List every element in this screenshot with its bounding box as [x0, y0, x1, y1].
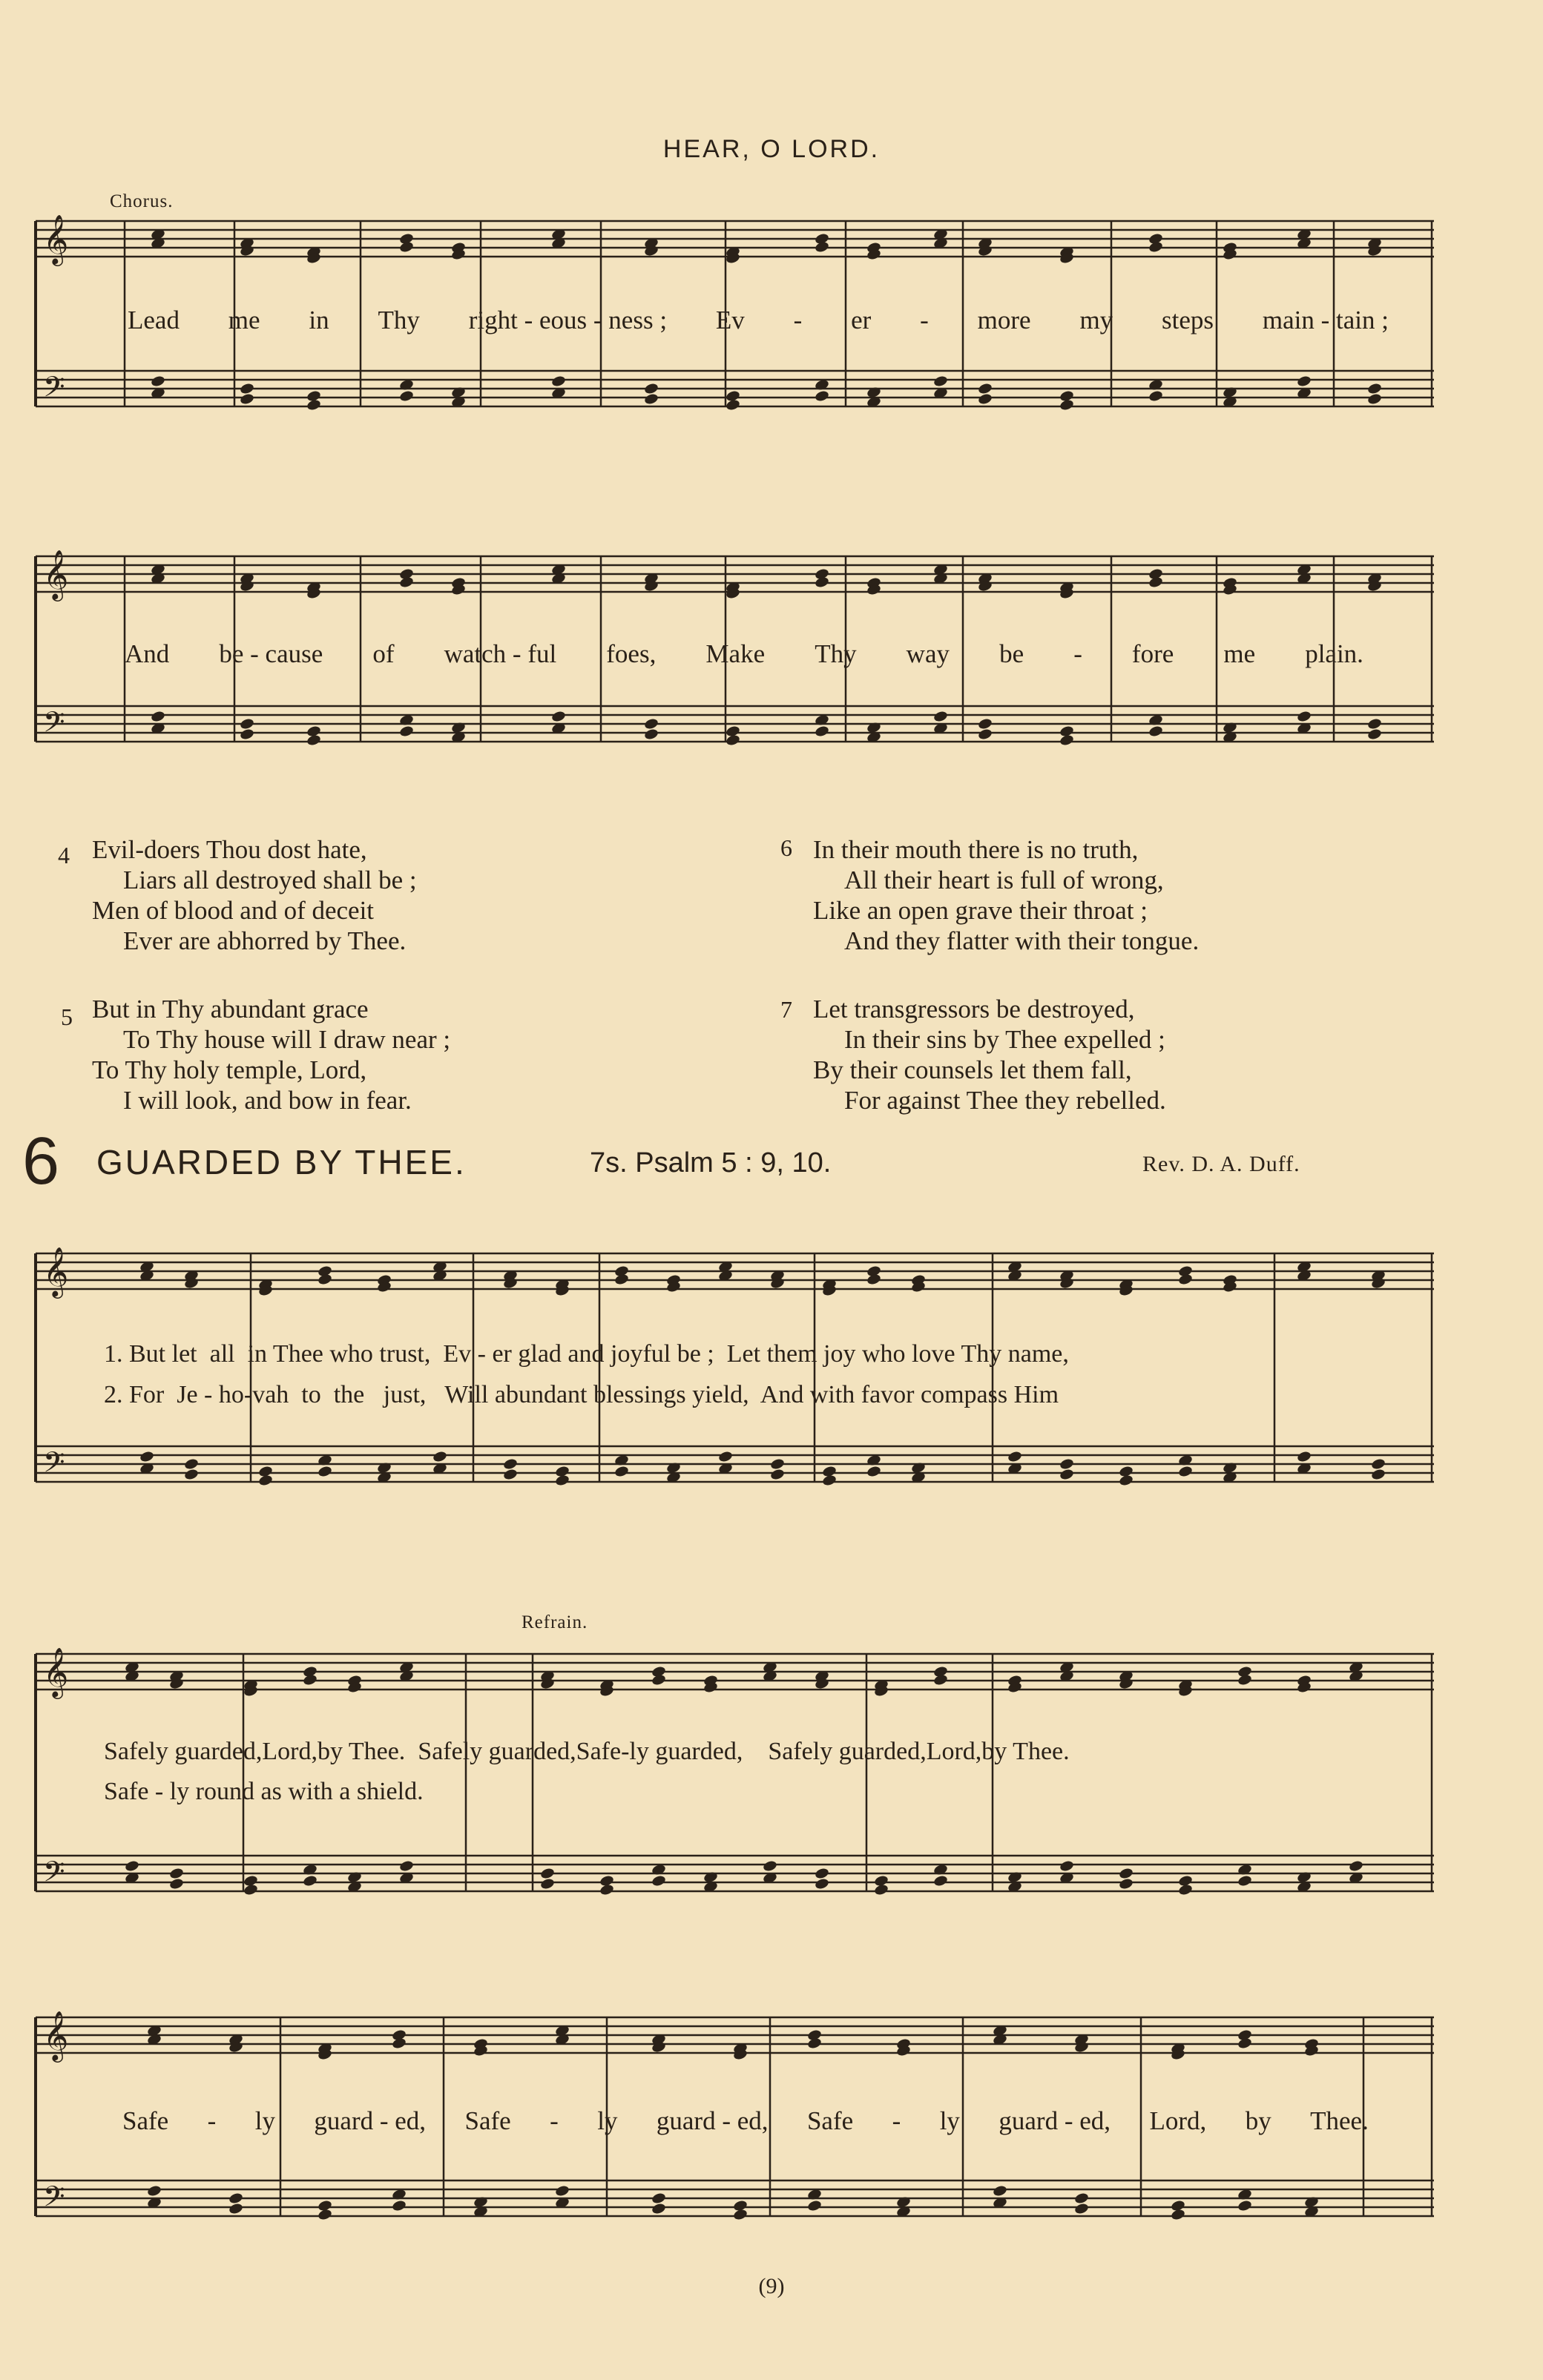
svg-text:𝄢: 𝄢: [43, 370, 65, 410]
note-head: [932, 1673, 948, 1686]
note-head: [1370, 1457, 1386, 1470]
verse-number: 7: [780, 996, 792, 1023]
final-lyrics: [122, 2106, 1369, 2136]
note-head: [554, 1474, 570, 1486]
verse-6: [813, 834, 1199, 956]
note-head: [651, 2192, 666, 2204]
verse-line: To Thy house will I draw near ;: [123, 1025, 451, 1054]
note-head: [228, 2192, 243, 2204]
svg-text:𝄢: 𝄢: [43, 1446, 65, 1486]
note-head: [814, 1867, 829, 1879]
note-head: [725, 398, 740, 411]
note-head: [146, 2184, 162, 2197]
refrain-lyrics-2: Safe - ly round as with a shield.: [104, 1778, 424, 1805]
note-head: [150, 375, 165, 387]
lyric-word: steps: [1162, 306, 1214, 334]
note-head: [1177, 1273, 1193, 1285]
note-head: [1059, 1859, 1074, 1872]
note-head: [821, 1474, 837, 1486]
verse-line: Liars all destroyed shall be ;: [123, 866, 417, 894]
note-head: [1073, 2192, 1089, 2204]
note-head: [1366, 728, 1382, 740]
note-head: [932, 710, 948, 722]
note-head: [1237, 2199, 1252, 2212]
lyric-word: -: [920, 306, 929, 334]
chorus-lyrics-line-1: [128, 306, 1389, 335]
hymn-number: 6: [22, 1124, 60, 1199]
note-head: [1059, 1457, 1074, 1470]
note-head: [769, 1468, 785, 1480]
note-head: [866, 1273, 881, 1285]
note-head: [398, 389, 414, 402]
note-head: [1059, 1468, 1074, 1480]
note-head: [806, 2199, 822, 2212]
lyric-word: ly: [597, 2106, 618, 2135]
lyric-word: -: [892, 2106, 901, 2135]
note-head: [302, 1874, 318, 1887]
svg-text:𝄢: 𝄢: [43, 2180, 65, 2220]
lyric-word: -: [793, 306, 803, 334]
note-head: [1366, 392, 1382, 405]
note-head: [814, 576, 829, 588]
verse-line: For against Thee they rebelled.: [844, 1086, 1166, 1115]
lyric-word: Safe: [806, 2106, 854, 2135]
lyric-word: Thy: [815, 639, 857, 668]
note-head: [398, 576, 414, 588]
lyric-word: be: [999, 639, 1024, 668]
note-head: [539, 1877, 555, 1890]
hymn-verse-2-lyrics: 2. For Je - ho-vah to the just, Will abundant blessings yield, And with favor compass Him: [104, 1381, 1059, 1408]
note-head: [814, 1877, 829, 1890]
lyric-word: foes,: [606, 639, 657, 668]
note-head: [168, 1877, 184, 1890]
hymn-title: GUARDED BY THEE.: [96, 1143, 467, 1181]
note-head: [1366, 717, 1382, 730]
chorus-label: Chorus.: [110, 191, 174, 211]
note-head: [613, 1273, 629, 1285]
hymn-author: Rev. D. A. Duff.: [1142, 1152, 1300, 1176]
verse-line: Let transgressors be destroyed,: [813, 995, 1135, 1023]
verse-line: Like an open grave their throat ;: [813, 896, 1148, 925]
chorus-lyrics-line-2: [125, 639, 1363, 669]
note-head: [1296, 710, 1312, 722]
verse-line: In their mouth there is no truth,: [813, 835, 1139, 864]
note-head: [806, 2037, 822, 2049]
verse-line: I will look, and bow in fear.: [123, 1086, 412, 1115]
note-head: [1148, 576, 1163, 588]
note-head: [732, 2208, 748, 2221]
note-head: [1148, 389, 1163, 402]
verse-4: [92, 834, 417, 956]
lyric-word: Thy: [378, 306, 420, 334]
note-head: [769, 1457, 785, 1470]
note-head: [643, 728, 659, 740]
lyric-word: -: [550, 2106, 559, 2135]
note-head: [243, 1883, 258, 1896]
svg-text:𝄢: 𝄢: [43, 705, 65, 745]
note-head: [1296, 1450, 1312, 1463]
note-head: [228, 2202, 243, 2215]
note-head: [1073, 2202, 1089, 2215]
note-head: [1237, 1874, 1252, 1887]
note-head: [1177, 1465, 1193, 1477]
note-head: [1296, 375, 1312, 387]
lyric-word: be - cause: [219, 639, 323, 668]
note-head: [1237, 1673, 1252, 1686]
note-head: [239, 717, 254, 730]
lyric-word: Thee.: [1310, 2106, 1369, 2135]
note-head: [992, 2184, 1007, 2197]
note-head: [539, 1867, 555, 1879]
note-head: [124, 1859, 139, 1872]
lyric-word: me: [1223, 639, 1256, 668]
svg-text:𝄞: 𝄞: [43, 549, 69, 599]
note-head: [1148, 725, 1163, 737]
lyric-word: Safe: [122, 2106, 169, 2135]
note-head: [873, 1883, 889, 1896]
note-head: [643, 392, 659, 405]
verse-line: All their heart is full of wrong,: [844, 866, 1164, 894]
note-head: [432, 1450, 447, 1463]
lyric-word: Ev: [715, 306, 745, 334]
note-head: [1118, 1877, 1134, 1890]
note-head: [1370, 1468, 1386, 1480]
note-head: [139, 1450, 154, 1463]
lyric-word: my: [1079, 306, 1113, 334]
note-head: [183, 1468, 199, 1480]
note-head: [398, 240, 414, 253]
note-head: [257, 1474, 273, 1486]
note-head: [391, 2199, 407, 2212]
note-head: [599, 1883, 614, 1896]
note-head: [977, 728, 993, 740]
note-head: [398, 725, 414, 737]
lyric-word: me: [228, 306, 260, 334]
note-head: [977, 717, 993, 730]
note-head: [239, 382, 254, 395]
note-head: [398, 1859, 414, 1872]
note-head: [306, 734, 321, 746]
verse-line: In their sins by Thee expelled ;: [844, 1025, 1165, 1054]
note-head: [317, 1465, 332, 1477]
refrain-label: Refrain.: [522, 1612, 588, 1632]
lyric-word: Safe: [464, 2106, 511, 2135]
lyric-word: by: [1245, 2106, 1271, 2135]
verse-5: [92, 994, 450, 1115]
note-head: [717, 1450, 733, 1463]
note-head: [814, 389, 829, 402]
note-head: [643, 382, 659, 395]
lyric-word: Make: [705, 639, 766, 668]
verse-line: By their counsels let them fall,: [813, 1055, 1132, 1084]
note-head: [502, 1457, 518, 1470]
lyric-word: way: [906, 639, 950, 668]
svg-text:𝄢: 𝄢: [43, 1855, 65, 1895]
note-head: [150, 710, 165, 722]
note-head: [317, 2208, 332, 2221]
verse-line: But in Thy abundant grace: [92, 995, 369, 1023]
note-head: [977, 382, 993, 395]
note-head: [643, 717, 659, 730]
note-head: [239, 392, 254, 405]
note-head: [550, 710, 566, 722]
svg-text:𝄞: 𝄞: [43, 1646, 69, 1697]
svg-text:𝄞: 𝄞: [43, 214, 69, 264]
note-head: [302, 1673, 318, 1686]
lyric-word: more: [977, 306, 1031, 334]
page-number: (9): [758, 2274, 785, 2298]
hymn-meter-and-psalm: 7s. Psalm 5 : 9, 10.: [590, 1147, 832, 1179]
note-head: [317, 1273, 332, 1285]
note-head: [554, 2184, 570, 2197]
lyric-word: main - tain ;: [1262, 306, 1389, 334]
note-head: [814, 725, 829, 737]
staff-notation-3: [28, 1231, 1438, 1528]
note-head: [932, 375, 948, 387]
note-head: [725, 734, 740, 746]
lyric-word: fore: [1131, 639, 1174, 668]
lyric-word: ly: [939, 2106, 960, 2135]
note-head: [1118, 1474, 1134, 1486]
note-head: [613, 1465, 629, 1477]
note-head: [1237, 2037, 1252, 2049]
lyric-word: er: [851, 306, 872, 334]
note-head: [1059, 734, 1074, 746]
verse-line: Evil-doers Thou dost hate,: [92, 835, 367, 864]
note-head: [651, 1874, 666, 1887]
lyric-word: right - eous - ness ;: [468, 306, 668, 334]
verse-number: 5: [61, 1003, 73, 1030]
note-head: [932, 1874, 948, 1887]
verse-line: And they flatter with their tongue.: [844, 926, 1200, 955]
lyric-word: plain.: [1305, 639, 1363, 668]
lyric-word: Lord,: [1149, 2106, 1207, 2135]
note-head: [866, 1465, 881, 1477]
note-head: [1366, 382, 1382, 395]
lyric-word: ly: [254, 2106, 275, 2135]
note-head: [550, 375, 566, 387]
lyric-word: -: [1073, 639, 1082, 668]
verse-7: [813, 994, 1166, 1115]
lyric-word: Lead: [128, 306, 180, 334]
note-head: [1170, 2208, 1185, 2221]
hymn-verse-1-lyrics: 1. But let all in Thee who trust, Ev - er glad and joyful be ; Let them joy who love Thy name,: [104, 1340, 1069, 1368]
lyric-word: guard - ed,: [656, 2106, 769, 2135]
refrain-lyrics-1: Safely guarded,Lord,by Thee. Safely guarded,Safe-ly guarded, Safely guarded,Lord,by Thee.: [104, 1738, 1070, 1765]
verse-number: 6: [780, 834, 792, 861]
note-head: [1118, 1867, 1134, 1879]
verse-number: 4: [58, 842, 70, 868]
svg-text:𝄞: 𝄞: [43, 1246, 69, 1296]
lyric-word: And: [125, 639, 170, 668]
lyric-word: watch - ful: [444, 639, 557, 668]
note-head: [391, 2037, 407, 2049]
note-head: [239, 728, 254, 740]
page-header-title: HEAR, O LORD.: [662, 135, 881, 163]
note-head: [1007, 1450, 1022, 1463]
lyric-word: of: [372, 639, 395, 668]
verse-line: To Thy holy temple, Lord,: [92, 1055, 367, 1084]
lyric-word: guard - ed,: [998, 2106, 1111, 2135]
lyric-word: guard - ed,: [314, 2106, 427, 2135]
note-head: [1348, 1859, 1363, 1872]
note-head: [651, 2202, 666, 2215]
verse-line: Men of blood and of deceit: [92, 896, 375, 925]
verse-line: Ever are abhorred by Thee.: [123, 926, 407, 955]
note-head: [183, 1457, 199, 1470]
note-head: [1059, 398, 1074, 411]
note-head: [168, 1867, 184, 1879]
lyric-word: in: [309, 306, 329, 334]
note-head: [502, 1468, 518, 1480]
note-head: [977, 392, 993, 405]
lyric-word: -: [207, 2106, 217, 2135]
note-head: [651, 1673, 666, 1686]
note-head: [1148, 240, 1163, 253]
note-head: [1177, 1883, 1193, 1896]
svg-text:𝄞: 𝄞: [43, 2010, 69, 2060]
note-head: [762, 1859, 777, 1872]
note-head: [814, 240, 829, 253]
note-head: [306, 398, 321, 411]
